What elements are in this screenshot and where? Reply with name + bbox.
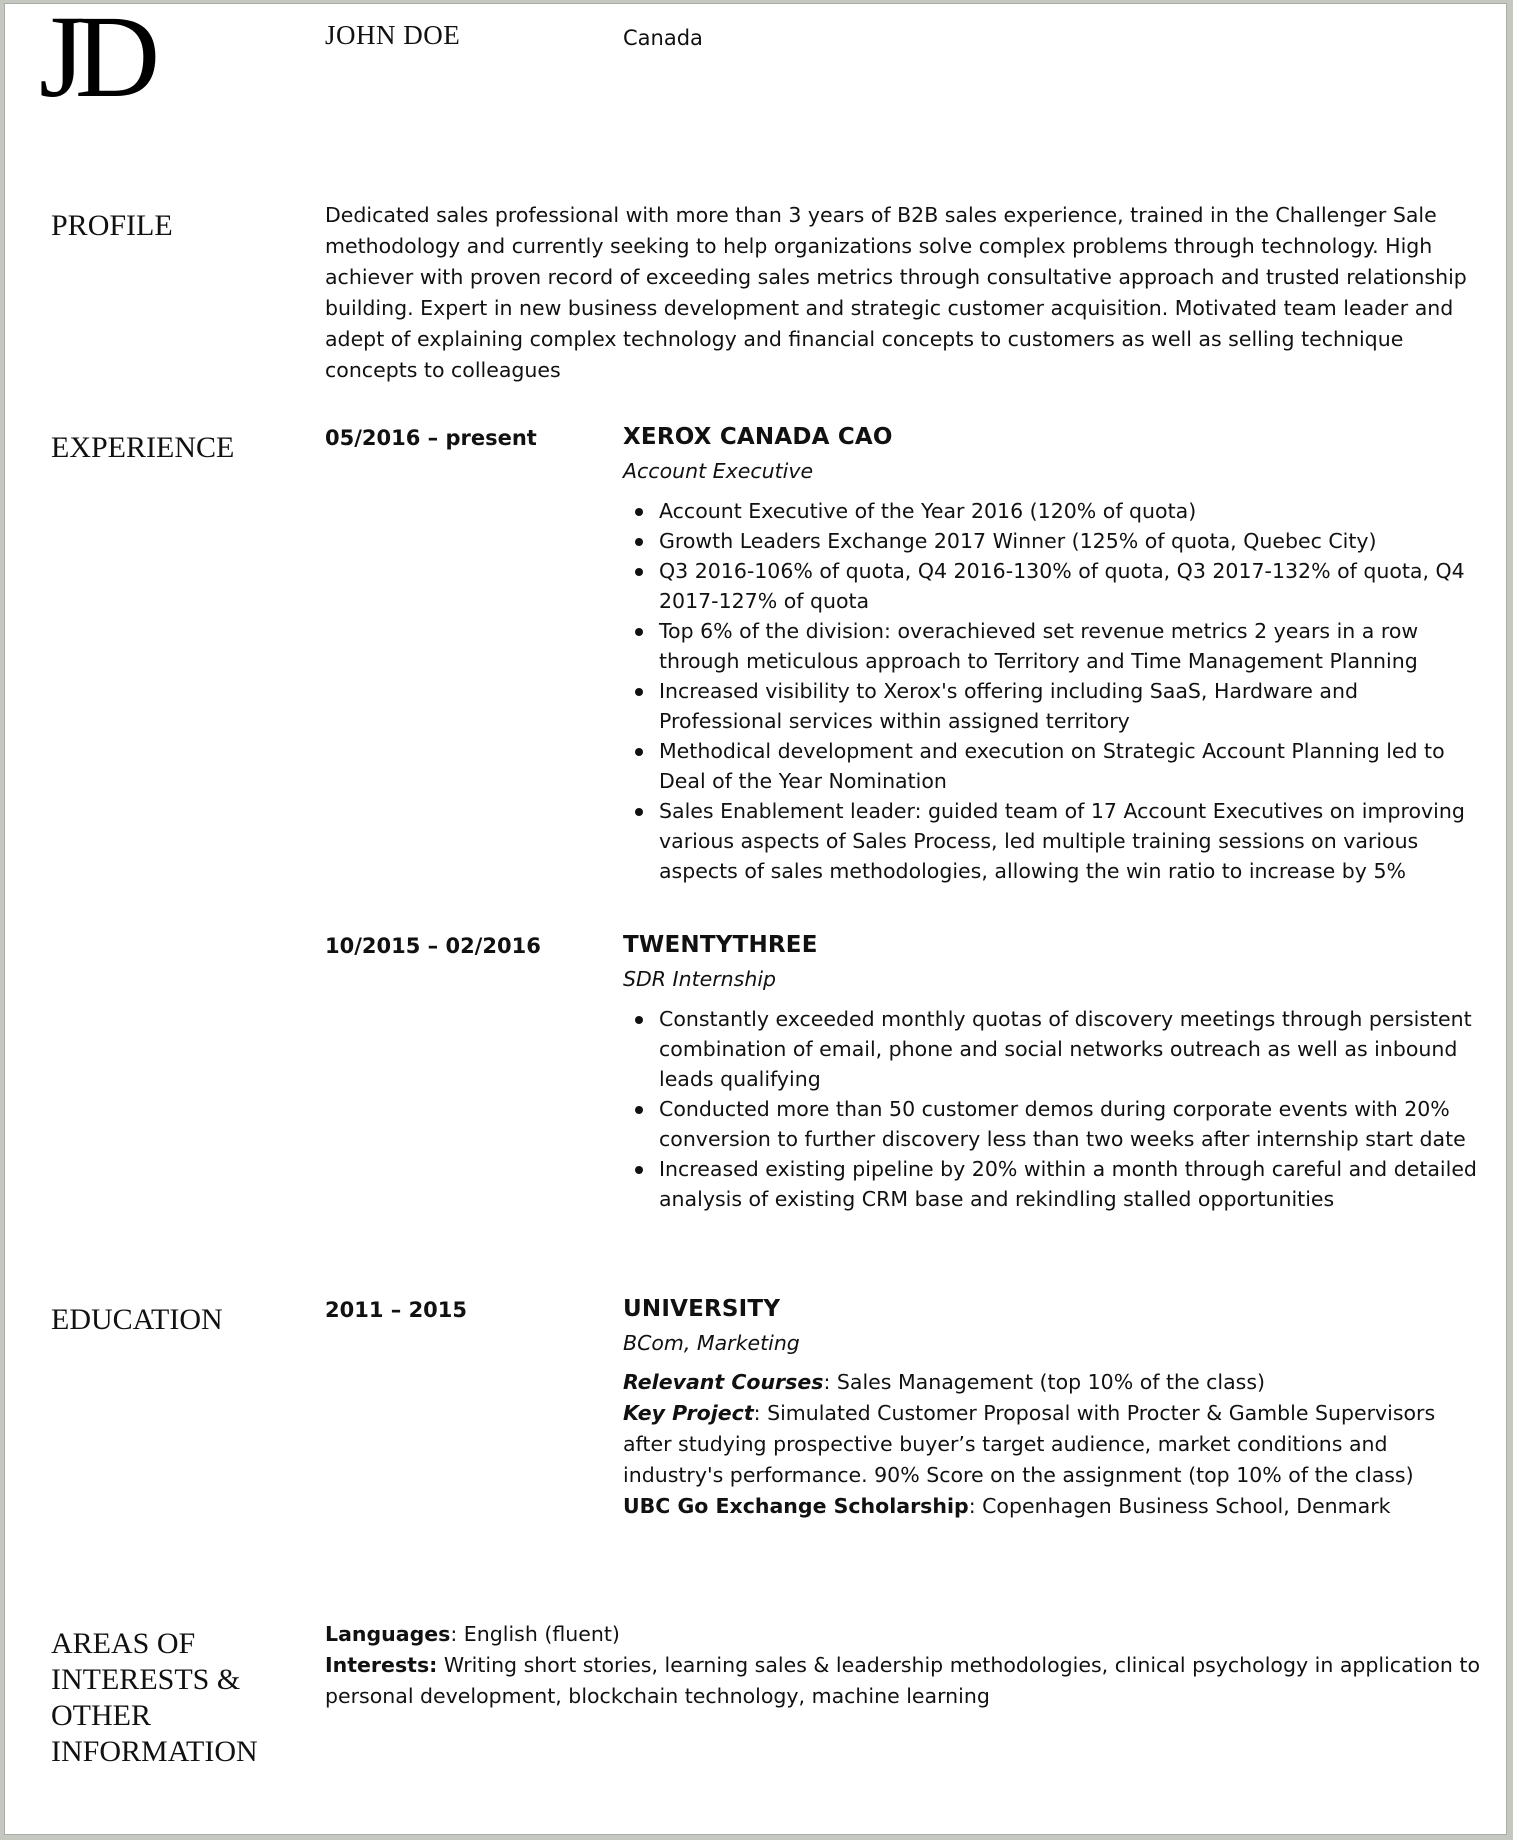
section-title-line: OTHER <box>51 1699 151 1732</box>
job-dates: 05/2016 – present <box>325 426 537 450</box>
section-title-other <box>51 1626 258 1770</box>
job-role: Account Executive <box>623 459 814 483</box>
list-item: Increased visibility to Xerox's offering including SaaS, Hardware and Professional services within assigned territory <box>659 676 1479 736</box>
languages-line <box>325 1619 1485 1650</box>
candidate-location: Canada <box>623 26 703 50</box>
job-bullets <box>659 1004 1479 1214</box>
job-dates: 10/2015 – 02/2016 <box>325 934 541 958</box>
section-title-education: EDUCATION <box>51 1303 223 1336</box>
education-degree: BCom, Marketing <box>623 1331 800 1355</box>
education-scholarship <box>623 1491 1483 1522</box>
resume-page <box>4 0 1507 1835</box>
languages-text: : English (fluent) <box>450 1622 620 1646</box>
list-item: Q3 2016-106% of quota, Q4 2016-130% of quota, Q3 2017-132% of quota, Q4 2017-127% of quota <box>659 556 1479 616</box>
candidate-name: JOHN DOE <box>325 20 461 50</box>
project-text: : Simulated Customer Proposal with Procter & Gamble Supervisors after studying prospective buyer’s target audience, market conditions and industry's performance. 90% Score on the assignment (top 10% of the class) <box>623 1401 1436 1487</box>
list-item: Conducted more than 50 customer demos during corporate events with 20% conversion to further discovery less than two weeks after internship start date <box>659 1094 1479 1154</box>
monogram-logo: JD <box>39 0 151 122</box>
section-title-line: INFORMATION <box>51 1735 258 1768</box>
list-item: Growth Leaders Exchange 2017 Winner (125% of quota, Quebec City) <box>659 526 1479 556</box>
education-school: UNIVERSITY <box>623 1296 781 1322</box>
section-title-profile: PROFILE <box>51 209 173 242</box>
job-role: SDR Internship <box>623 967 777 991</box>
project-label: Key Project <box>623 1401 754 1425</box>
education-dates: 2011 – 2015 <box>325 1298 468 1322</box>
list-item: Increased existing pipeline by 20% within a month through careful and detailed analysis of existing CRM base and rekindling stalled opportunities <box>659 1154 1479 1214</box>
job-company: XEROX CANADA CAO <box>623 424 893 450</box>
interests-label: Interests: <box>325 1653 438 1677</box>
job-bullets <box>659 496 1479 886</box>
profile-summary: Dedicated sales professional with more than 3 years of B2B sales experience, trained in the Challenger Sale methodology and currently seeking to help organizations solve complex problems through technology. High achiever with proven record of exceeding sales metrics through consultative approach and trusted relationship building. Expert in new business development and strategic customer acquisition. Motivated team leader and adept of explaining complex technology and financial concepts to customers as well as selling technique concepts to colleagues <box>325 203 1467 382</box>
education-courses <box>623 1367 1483 1398</box>
other-information <box>325 1619 1485 1712</box>
scholarship-text: : Copenhagen Business School, Denmark <box>968 1494 1391 1518</box>
list-item: Constantly exceeded monthly quotas of discovery meetings through persistent combination of email, phone and social networks outreach as well as inbound leads qualifying <box>659 1004 1479 1094</box>
section-title-experience: EXPERIENCE <box>51 431 235 464</box>
education-details <box>623 1367 1483 1522</box>
courses-text: : Sales Management (top 10% of the class) <box>823 1370 1266 1394</box>
list-item: Sales Enablement leader: guided team of 17 Account Executives on improving various aspects of Sales Process, led multiple training sessions on various aspects of sales methodologies, allowing the win ratio to increase by 5% <box>659 796 1479 886</box>
list-item: Top 6% of the division: overachieved set revenue metrics 2 years in a row through meticulous approach to Territory and Time Management Planning <box>659 616 1479 676</box>
interests-text: Writing short stories, learning sales & leadership methodologies, clinical psychology in application to personal development, blockchain technology, machine learning <box>325 1653 1481 1708</box>
courses-label: Relevant Courses <box>623 1370 824 1394</box>
scholarship-label: UBC Go Exchange Scholarship <box>623 1494 969 1518</box>
job-company: TWENTYTHREE <box>623 932 818 958</box>
list-item: Account Executive of the Year 2016 (120% of quota) <box>659 496 1479 526</box>
section-title-line: AREAS OF <box>51 1627 196 1660</box>
education-project <box>623 1398 1483 1491</box>
interests-line <box>325 1650 1485 1712</box>
section-title-line: INTERESTS & <box>51 1663 241 1696</box>
list-item: Methodical development and execution on Strategic Account Planning led to Deal of the Year Nomination <box>659 736 1479 796</box>
languages-label: Languages <box>325 1622 451 1646</box>
